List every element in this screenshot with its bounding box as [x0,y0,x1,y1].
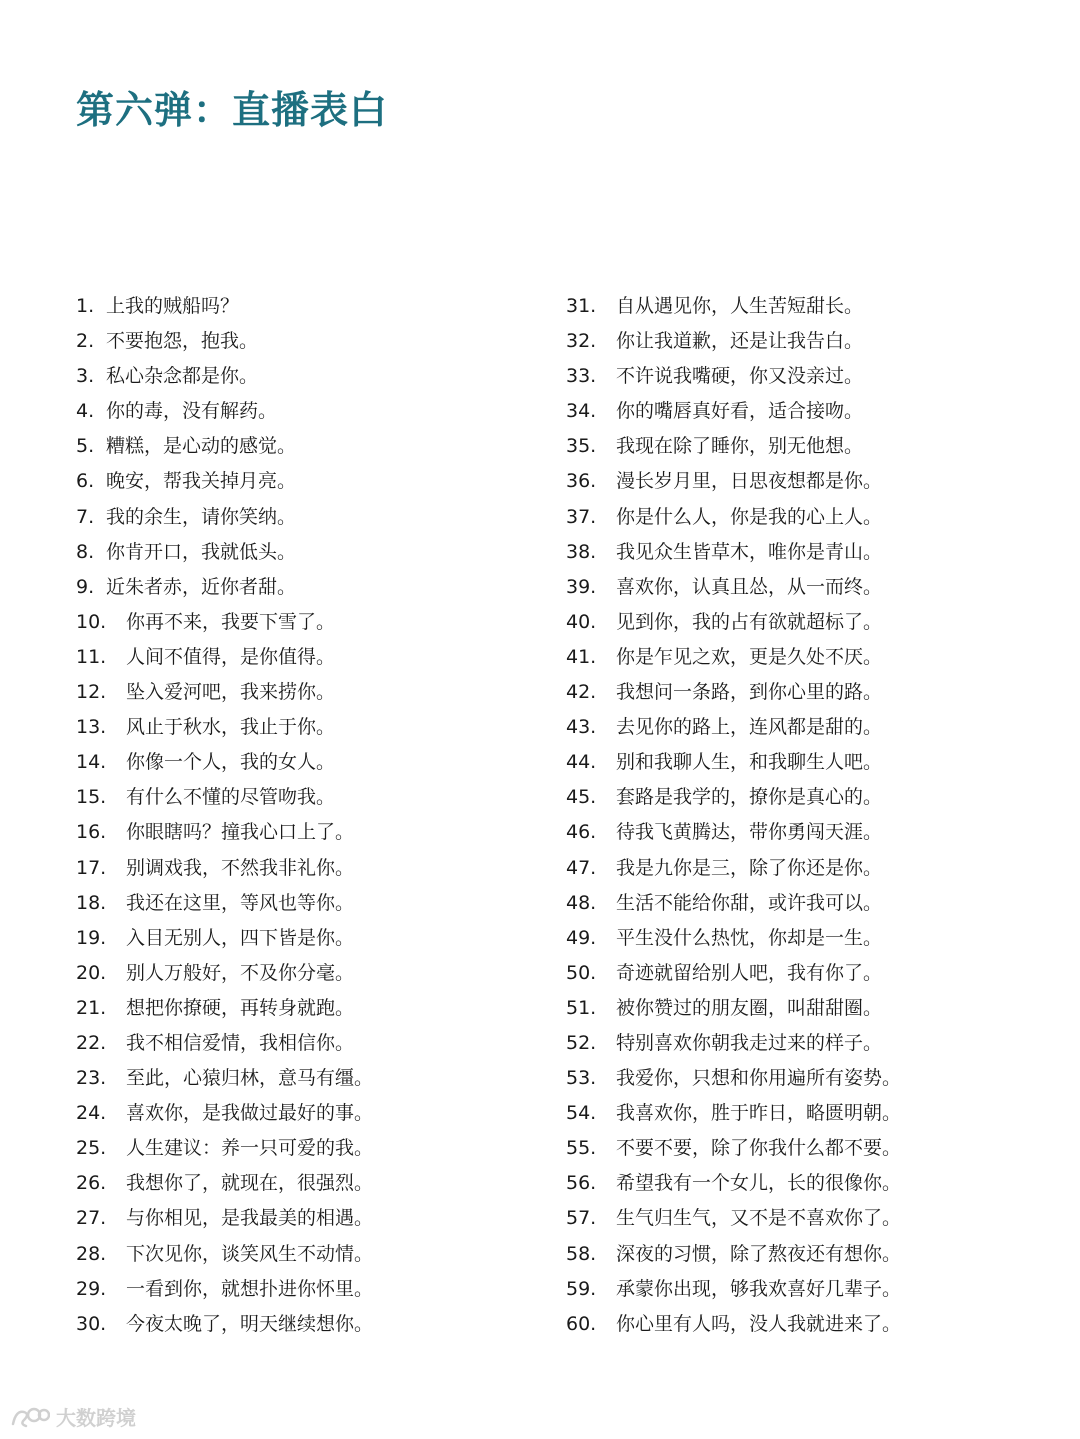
item-text: 平生没什么热忱，你却是一生。 [616,926,883,949]
item-number: 1. [76,295,95,317]
item-text: 晚安，帮我关掉月亮。 [106,470,297,493]
item-text: 别调戏我，不然我非礼你。 [126,856,355,879]
list-item [76,570,546,605]
item-text: 我的余生，请你笑纳。 [106,505,297,528]
item-number: 11. [76,645,107,668]
item-number: 16. [76,821,107,844]
item-number: 20. [76,961,107,984]
list-item [76,289,546,324]
item-number: 9. [76,575,95,598]
list-item [76,886,546,921]
item-number: 53. [566,1067,597,1090]
item-text: 深夜的习惯，除了熬夜还有想你。 [616,1242,902,1265]
list-item [566,605,1056,640]
item-number: 48. [566,891,597,914]
list-item [76,745,546,780]
item-text: 我想你了，就现在，很强烈。 [126,1172,374,1195]
item-text: 一看到你，就想扑进你怀里。 [126,1277,374,1300]
item-text: 今夜太晚了，明天继续想你。 [126,1312,374,1335]
list-item [566,1307,1056,1342]
item-text: 别和我聊人生，和我聊生人吧。 [616,751,883,774]
list-item [76,710,546,745]
item-number: 47. [566,856,597,879]
item-number: 23. [76,1067,107,1090]
list-item [566,1237,1056,1272]
item-text: 漫长岁月里，日思夜想都是你。 [616,470,883,493]
item-number: 51. [566,996,597,1019]
item-number: 4. [76,400,95,423]
list-item [76,1307,546,1342]
item-number: 32. [566,330,597,353]
item-text: 套路是我学的，撩你是真心的。 [616,786,883,809]
list-item [76,1272,546,1307]
item-text: 不要不要，除了你我什么都不要。 [616,1137,902,1160]
list-item [566,745,1056,780]
item-text: 近朱者赤，近你者甜。 [106,575,297,598]
item-number: 54. [566,1102,597,1125]
list-item [566,570,1056,605]
list-item [566,324,1056,359]
item-number: 46. [566,821,597,844]
item-number: 22. [76,1031,107,1054]
item-number: 8. [76,540,95,563]
item-text: 不许说我嘴硬，你又没亲过。 [616,365,864,388]
item-number: 52. [566,1031,597,1054]
phrase-list-right [566,289,1056,1342]
list-item [566,394,1056,429]
list-item [76,1237,546,1272]
item-number: 56. [566,1172,597,1195]
item-text: 想把你撩硬，再转身就跑。 [126,996,355,1019]
watermark-logo-icon [10,1404,50,1430]
item-text: 坠入爱河吧，我来捞你。 [126,681,336,704]
item-number: 24. [76,1102,107,1125]
list-item [76,1166,546,1201]
item-number: 29. [76,1277,107,1300]
list-item [566,1201,1056,1236]
item-number: 34. [566,400,597,423]
item-text: 奇迹就留给别人吧，我有你了。 [616,961,883,984]
list-item [76,1061,546,1096]
list-item [566,1166,1056,1201]
list-item [566,991,1056,1026]
item-number: 27. [76,1207,107,1230]
list-item [76,815,546,850]
list-item [566,464,1056,499]
item-text: 上我的贼船吗？ [106,295,240,317]
item-number: 18. [76,891,107,914]
item-number: 19. [76,926,107,949]
item-text: 风止于秋水，我止于你。 [126,716,336,739]
list-item [566,500,1056,535]
item-text: 喜欢你，是我做过最好的事。 [126,1102,374,1125]
item-number: 58. [566,1242,597,1265]
item-number: 26. [76,1172,107,1195]
item-text: 糟糕，是心动的感觉。 [106,435,297,458]
item-number: 37. [566,505,597,528]
list-item [566,359,1056,394]
item-text: 有什么不懂的尽管吻我。 [126,786,336,809]
list-item [566,710,1056,745]
item-number: 3. [76,365,95,388]
list-item [566,851,1056,886]
item-number: 43. [566,716,597,739]
item-text: 我现在除了睡你，别无他想。 [616,435,864,458]
item-text: 人生建议：养一只可爱的我。 [126,1137,374,1160]
list-item [566,815,1056,850]
item-text: 希望我有一个女儿，长的很像你。 [616,1172,902,1195]
list-item [76,1201,546,1236]
item-text: 你肯开口，我就低头。 [106,540,297,563]
item-number: 44. [566,751,597,774]
item-number: 33. [566,365,597,388]
list-item [76,991,546,1026]
item-text: 你的嘴唇真好看，适合接吻。 [616,400,864,423]
list-item [76,1096,546,1131]
item-number: 2. [76,330,95,353]
item-text: 承蒙你出现，够我欢喜好几辈子。 [616,1277,902,1300]
item-number: 57. [566,1207,597,1230]
item-text: 被你赞过的朋友圈，叫甜甜圈。 [616,996,883,1019]
list-item [76,675,546,710]
watermark [10,1402,136,1431]
list-item [566,1061,1056,1096]
list-item [566,956,1056,991]
list-item [566,640,1056,675]
item-number: 50. [566,961,597,984]
list-item [566,1272,1056,1307]
item-number: 38. [566,540,597,563]
page-title: 第六弹：直播表白 [76,88,389,132]
item-number: 7. [76,505,95,528]
item-text: 我想问一条路，到你心里的路。 [616,681,883,704]
item-text: 你心里有人吗，没人我就进来了。 [616,1312,902,1335]
list-item [566,1096,1056,1131]
list-item [76,464,546,499]
item-number: 14. [76,751,107,774]
item-text: 我还在这里，等风也等你。 [126,891,355,914]
item-number: 45. [566,786,597,809]
list-item [566,1026,1056,1061]
list-item [76,640,546,675]
list-item [566,289,1056,324]
item-number: 36. [566,470,597,493]
item-text: 生气归生气，又不是不喜欢你了。 [616,1207,902,1230]
list-item [76,1131,546,1166]
item-text: 你的毒，没有解药。 [106,400,278,423]
item-number: 40. [566,610,597,633]
item-number: 12. [76,681,107,704]
list-item [76,535,546,570]
list-item [76,429,546,464]
item-text: 生活不能给你甜，或许我可以。 [616,891,883,914]
item-number: 55. [566,1137,597,1160]
item-text: 不要抱怨，抱我。 [106,330,259,353]
list-item [566,1131,1056,1166]
list-item [76,780,546,815]
watermark-text: 大数跨境 [56,1406,136,1430]
item-number: 60. [566,1312,597,1335]
item-text: 你是什么人，你是我的心上人。 [616,505,883,528]
item-text: 喜欢你，认真且怂，从一而终。 [616,575,883,598]
item-text: 特别喜欢你朝我走过来的样子。 [616,1031,883,1054]
item-text: 待我飞黄腾达，带你勇闯天涯。 [616,821,883,844]
list-item [76,956,546,991]
item-text: 你是乍见之欢，更是久处不厌。 [616,645,883,668]
item-number: 49. [566,926,597,949]
item-text: 见到你，我的占有欲就超标了。 [616,610,883,633]
item-text: 至此，心猿归林，意马有缰。 [126,1067,374,1090]
list-item [76,394,546,429]
list-item [566,675,1056,710]
list-item [566,886,1056,921]
item-number: 42. [566,681,597,704]
item-number: 39. [566,575,597,598]
item-number: 15. [76,786,107,809]
phrase-list-left [76,289,546,1342]
list-item [76,359,546,394]
list-item [76,921,546,956]
item-text: 你让我道歉，还是让我告白。 [616,330,864,353]
item-number: 30. [76,1312,107,1335]
item-text: 我喜欢你，胜于昨日，略匮明朝。 [616,1102,902,1125]
item-number: 6. [76,470,95,493]
list-item [76,500,546,535]
list-item [76,605,546,640]
item-number: 59. [566,1277,597,1300]
item-text: 我是九你是三，除了你还是你。 [616,856,883,879]
item-number: 5. [76,435,95,458]
item-text: 入目无别人，四下皆是你。 [126,926,355,949]
item-text: 下次见你，谈笑风生不动情。 [126,1242,374,1265]
item-number: 35. [566,435,597,458]
list-item [76,1026,546,1061]
item-number: 13. [76,716,107,739]
item-text: 去见你的路上，连风都是甜的。 [616,716,883,739]
item-text: 人间不值得，是你值得。 [126,645,336,668]
list-item [566,780,1056,815]
list-item [76,851,546,886]
item-text: 你再不来，我要下雪了。 [126,610,336,633]
list-item [566,535,1056,570]
item-number: 10. [76,610,107,633]
item-number: 25. [76,1137,107,1160]
item-text: 你眼瞎吗？撞我心口上了。 [126,821,355,844]
item-number: 28. [76,1242,107,1265]
list-item [566,921,1056,956]
list-item [566,429,1056,464]
item-text: 我见众生皆草木，唯你是青山。 [616,540,883,563]
item-number: 17. [76,856,107,879]
item-text: 别人万般好，不及你分毫。 [126,961,355,984]
item-number: 21. [76,996,107,1019]
item-text: 你像一个人，我的女人。 [126,751,336,774]
item-text: 与你相见，是我最美的相遇。 [126,1207,374,1230]
item-text: 私心杂念都是你。 [106,365,259,388]
item-text: 我不相信爱情，我相信你。 [126,1031,355,1054]
item-text: 我爱你，只想和你用遍所有姿势。 [616,1067,902,1090]
item-text: 自从遇见你，人生苦短甜长。 [616,295,864,317]
item-number: 31. [566,295,597,317]
list-item [76,324,546,359]
item-number: 41. [566,645,597,668]
